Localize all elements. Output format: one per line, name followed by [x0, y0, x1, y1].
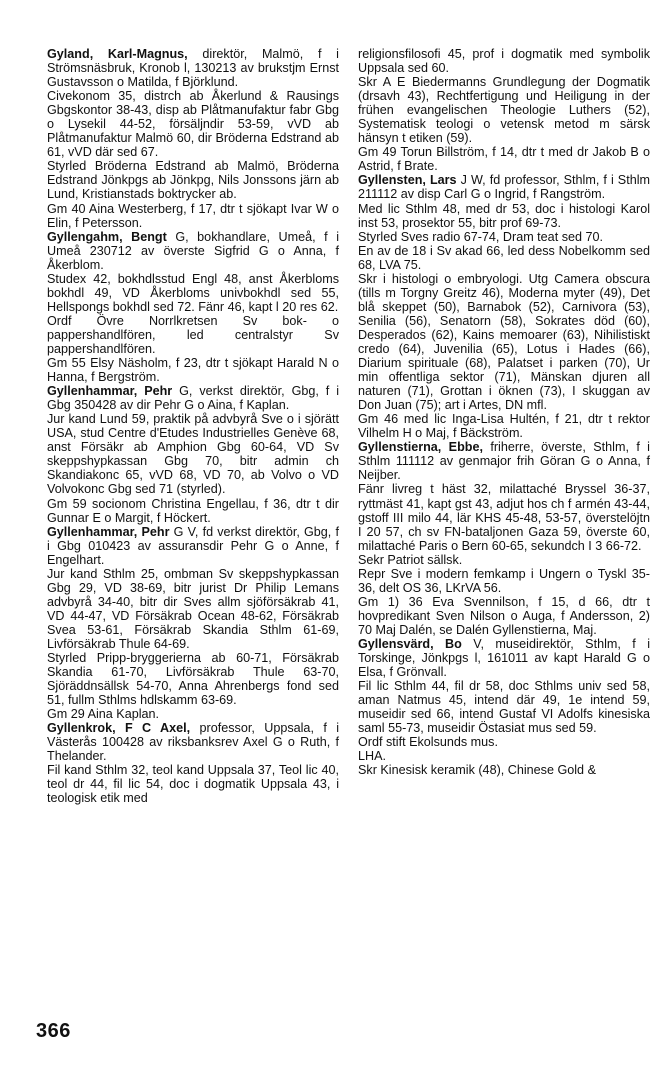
- entry-paragraph: [358, 244, 650, 272]
- entry-paragraph: [358, 679, 650, 735]
- entry-text: G, bokhandlare, Umeå, f i Umeå 230712 av överste Sigfrid G o Anna, f Åkerblom.: [47, 229, 340, 272]
- entry-paragraph: [47, 497, 339, 525]
- entry-paragraph: [47, 356, 339, 384]
- entry-text: professor, Uppsala, f i Västerås 100428 av riksbanksrev Axel G o Ruth, f Thelander.: [47, 721, 339, 764]
- entry-text: LHA.: [358, 749, 386, 764]
- entry-paragraph: [358, 482, 650, 552]
- entry-text: Gm 46 med lic Inga-Lisa Hultén, f 21, dtr t rektor Vilhelm H o Maj, f Bäckström.: [358, 412, 650, 441]
- entry-text: Jur kand Sthlm 25, ombman Sv skeppshypkassan Gbg 29, VD 38-69, bitr jurist Dr Philip Lemans advbyrå 34-40, bitr dir Sves allm sjöförsäkrab 41, VD 44-47, VD Försäkrab Ocean 48-62, Försäkrab Svea 53-61, Försäkrab Skandia Sthlm 61-69, Livförsäkrab Thule 64-69.: [47, 566, 339, 651]
- entry-text: Med lic Sthlm 48, med dr 53, doc i histologi Karol inst 53, prosektor 55, bitr prof 69-73.: [358, 201, 650, 230]
- entry-name: Gyland, Karl-Magnus,: [47, 47, 188, 61]
- entry-paragraph: [47, 651, 339, 707]
- entry-text: Gm 40 Aina Westerberg, f 17, dtr t sjökapt Ivar W o Elin, f Petersson.: [47, 201, 339, 230]
- entry-heading-paragraph: [47, 47, 339, 89]
- entry-text: Gm 59 socionom Christina Engellau, f 36, dtr t dir Gunnar E o Margit, f Höckert.: [47, 496, 339, 525]
- entry-text: Fänr livreg t häst 32, milattaché Bryssel 36-37, ryttmäst 41, kapt gst 43, adjut hos ch f armén 43-44, gstoff III milo 44, lär KHS 45-48, 53-57, överstelöjtn I 20 57, ch sv FN-bataljonen Gaza 59, överste 60, milattaché Paris o Bern 60-65, sekundch I 3 66-72.: [358, 482, 650, 553]
- entry-heading-paragraph: [358, 440, 650, 482]
- entry-paragraph: [358, 202, 650, 230]
- entry-paragraph: [358, 412, 650, 440]
- entry-paragraph: [358, 75, 650, 145]
- entry-text: En av de 18 i Sv akad 66, led dess Nobelkomm sed 68, LVA 75.: [358, 243, 650, 272]
- entry-text: G, verkst direktör, Gbg, f i Gbg 350428 av dir Pehr G o Aina, f Kaplan.: [47, 384, 339, 413]
- entry-text: Ordf stift Ekolsunds mus.: [358, 735, 498, 750]
- entry-text: Gm 29 Aina Kaplan.: [47, 707, 160, 722]
- entry-text: Jur kand Lund 59, praktik på advbyrå Sve o i sjörätt USA, stud Centre d'Etudes Industrielles Genève 68, anst Försäkr ab Amphion Gbg 60-64, VD Sv skeppshypkassan Gbg 70, bitr admin ch Skandiakonc 65, vVD 68, VD 70, ab Volvo o VD Volvokonc Gbg sed 71 (styrled).: [47, 412, 339, 497]
- entry-text: J W, fd professor, Sthlm, f i Sthlm 211112 av disp Carl G o Ingrid, f Rangström.: [358, 173, 650, 202]
- entry-paragraph: [358, 763, 650, 777]
- entry-paragraph: [358, 749, 650, 763]
- right-column: [358, 47, 650, 777]
- entry-paragraph: [47, 567, 339, 651]
- entry-text: Gm 1) 36 Eva Svennilson, f 15, d 66, dtr t hovpredikant Sven Nilson o Auga, f Andersson, 2) 70 Maj Dalén, se Dalén Gyllenstierna, Maj.: [358, 594, 650, 637]
- entry-paragraph: [47, 314, 339, 356]
- entry-paragraph: [47, 159, 339, 201]
- entry-text: Styrled Pripp-bryggerierna ab 60-71, Försäkrab Skandia 61-70, Livförsäkrab Thule 63-70, Sjöräddnsällsk 54-70, Anna Ahrenbergs fond sed 51, fullm Sthlms hdlskamm 63-69.: [47, 651, 339, 708]
- entry-text: Fil lic Sthlm 44, fil dr 58, doc Sthlms univ sed 58, aman Natmus 45, intend där 49, 1e intend 59, museidir sed 66, intend Gustaf VI Adolfs kinesiska saml 55-73, museidir Östasiat mus sed 59.: [358, 679, 650, 736]
- entry-text: Sekr Patriot sällsk.: [358, 552, 463, 567]
- entry-heading-paragraph: [358, 173, 650, 201]
- entry-name: Gyllenkrok, F C Axel,: [47, 721, 191, 736]
- entry-name: Gyllenhammar, Pehr: [47, 524, 170, 539]
- entry-paragraph: [358, 553, 650, 567]
- entry-text: religionsfilosofi 45, prof i dogmatik med symbolik Uppsala sed 60.: [358, 47, 650, 76]
- entry-text: Skr A E Biedermanns Grundlegung der Dogmatik (drsavh 43), Rechtfertigung und Heiligung in der frühen evangelischen Theologie Luthers (52), Systematisk teologi o vetensk metod m särsk hänsyn t etiken (59).: [358, 75, 650, 146]
- entry-paragraph: [358, 145, 650, 173]
- entry-text: direktör, Malmö, f i Strömsnäsbruk, Kronob l, 130213 av brukstjm Ernst Gustavsson o Matilda, f Björklund.: [47, 47, 339, 90]
- entry-heading-paragraph: [47, 230, 339, 272]
- entry-text: Styrled Bröderna Edstrand ab Malmö, Bröderna Edstrand Jönkpgs ab Jönkpg, Nils Jonssons järn ab Lund, Kristianstads boktrycker ab.: [47, 159, 339, 202]
- entry-heading-paragraph: [47, 525, 339, 567]
- entry-name: Gyllenstierna, Ebbe,: [358, 440, 483, 455]
- entry-heading-paragraph: [358, 637, 650, 679]
- entry-name: Gyllensvärd, Bo: [358, 636, 462, 651]
- entry-text: Studex 42, bokhdlsstud Engl 48, anst Åkerbloms bokhdl 49, VD Åkerbloms univbokhdl sed 55, Hellspongs bokhdl sed 72. Fänr 46, kapt l 20 res 62.: [47, 271, 339, 314]
- entry-text: Skr i histologi o embryologi. Utg Camera obscura (tills m Torgny Greitz 46), Moderna myter (49), Det blå skeppet (50), Barnabok (52), Carnivora (53), Senilia (56), Senatorn (58), Sokrates död (60), Desperados (62), Kains memoarer (63), Nihilistiskt credo (64), Juvenilia (65), Lotus i Hades (66), Diarium spirituale (68), Palatset i parken (70), Ur min offentliga sektor (71), Mänskan djuren all naturen (71), Grottan i öknen (73), I skuggan av Don Juan (75); art i Artes, DN mfl.: [358, 271, 650, 413]
- entry-text: G V, fd verkst direktör, Gbg, f i Gbg 010423 av assuransdir Pehr G o Anne, f Engelhart.: [47, 524, 339, 567]
- entry-name: Gyllenhammar, Pehr: [47, 384, 173, 399]
- entry-text: Repr Sve i modern femkamp i Ungern o Tyskl 35-36, delt OS 36, LKrVA 56.: [358, 566, 650, 595]
- entry-text: Ordf Övre Norrlkretsen Sv bok- o pappershandlfören, led centralstyr Sv pappershandlfören.: [47, 313, 339, 356]
- entry-paragraph: [358, 230, 650, 244]
- entry-text: Skr Kinesisk keramik (48), Chinese Gold &: [358, 763, 596, 778]
- entry-paragraph: [47, 763, 339, 805]
- entry-name: Gyllensten, Lars: [358, 173, 457, 188]
- entry-heading-paragraph: [47, 721, 339, 763]
- entry-paragraph: [47, 89, 339, 159]
- entry-text: friherre, överste, Sthlm, f i Sthlm 111112 av genmajor frih Göran G o Anna, f Neijber.: [358, 440, 650, 483]
- entry-paragraph: [47, 707, 339, 721]
- entry-text: Civekonom 35, distrch ab Åkerlund & Rausings Gbgskontor 38-43, disp ab Plåtmanufaktur fabr Gbg o Lysekil 44-52, försäljndir 53-59, vVD ab Plåtmanufaktur Malmö 60, dir Bröderna Edstrand ab 61, vVD där sed 67.: [47, 89, 339, 160]
- entry-paragraph: [47, 202, 339, 230]
- entry-paragraph: [358, 567, 650, 595]
- entry-text: V, museidirektör, Sthlm, f i Torskinge, Jönkpgs l, 161011 av kapt Harald G o Elsa, f Grönvall.: [358, 636, 650, 680]
- entry-text: Gm 49 Torun Billström, f 14, dtr t med dr Jakob B o Astrid, f Brate.: [358, 145, 650, 174]
- entry-heading-paragraph: [47, 384, 339, 412]
- entry-name: Gyllengahm, Bengt: [47, 229, 167, 244]
- entry-paragraph: [47, 272, 339, 314]
- entry-text: Styrled Sves radio 67-74, Dram teat sed 70.: [358, 229, 604, 244]
- entry-paragraph: [358, 47, 650, 75]
- page-number: 366: [36, 1020, 71, 1042]
- entry-paragraph: [358, 595, 650, 637]
- entry-text: Gm 55 Elsy Näsholm, f 23, dtr t sjökapt Harald N o Hanna, f Bergström.: [47, 356, 339, 385]
- entry-text: Fil kand Sthlm 32, teol kand Uppsala 37, Teol lic 40, teol dr 44, fil lic 54, doc i dogmatik Uppsala 43, i teologisk etik med: [47, 763, 339, 806]
- entry-paragraph: [47, 412, 339, 496]
- left-column: [47, 47, 339, 806]
- entry-paragraph: [358, 272, 650, 412]
- entry-paragraph: [358, 735, 650, 749]
